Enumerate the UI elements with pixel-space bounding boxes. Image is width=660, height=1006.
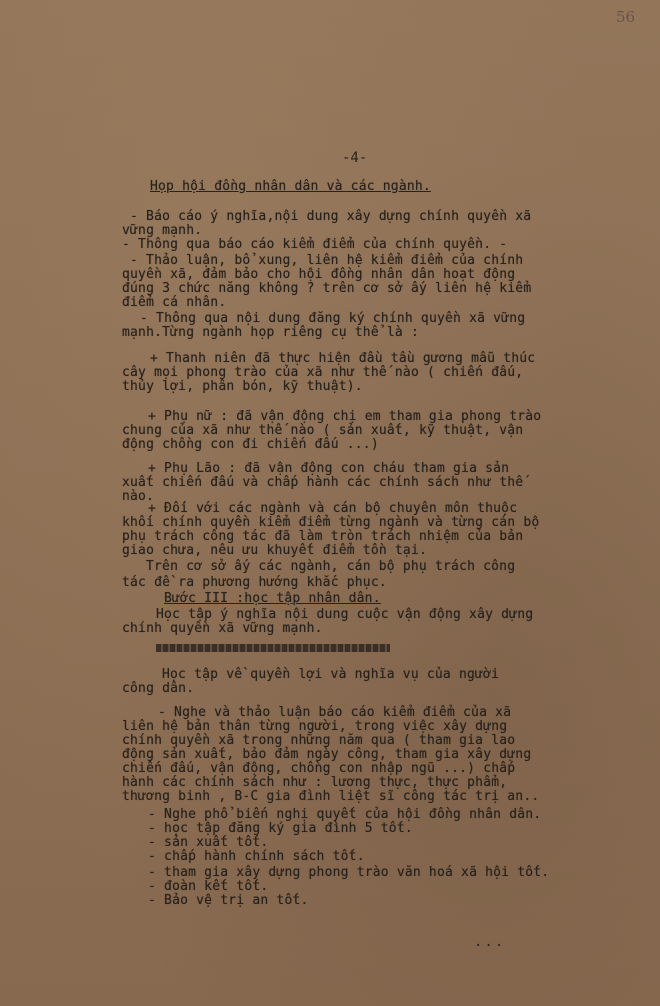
- text-line: + Phụ Lão : đã vận động con cháu tham gia sản: [148, 461, 510, 476]
- document-title: Họp hội đồng nhân dân và các ngành.: [150, 179, 431, 194]
- text-line: giao chưa, nêu ưu khuyết điểm tồn tại.: [122, 543, 428, 558]
- list-item: - học tập đăng ký gia đình 5 tốt.: [148, 821, 413, 836]
- text-line: Học tập về quyền lợi và nghĩa vụ của người: [162, 667, 500, 682]
- text-line: tác đề ra phương hướng khắc phục.: [122, 575, 387, 590]
- text-line: công dân.: [122, 681, 195, 696]
- text-line: động sản xuất, bảo đảm ngày công, tham gia xây dựng: [122, 747, 532, 762]
- text-line: quyền xã, đảm bảo cho hội đồng nhân dân hoạt động: [122, 267, 516, 282]
- text-line: thương binh , B-C gia đình liệt sĩ công tác trị an..: [122, 789, 540, 804]
- text-line: cây mọi phong trào của xã như thế nào ( chiến đấu,: [122, 365, 524, 380]
- text-line: chính quyền xã trong những năm qua ( tham gia lao: [122, 733, 516, 748]
- text-line: liên hệ bản thân từng người, trong việc xây dựng: [122, 719, 508, 734]
- text-line: + Thanh niên đã thực hiện đầu tầu gương mẫu thúc: [150, 351, 536, 366]
- list-item: - Bảo vệ trị an tốt.: [148, 893, 309, 908]
- text-line: - Báo cáo ý nghĩa,nội dung xây dựng chính quyền xã: [130, 209, 532, 224]
- list-item: - Nghe phổ biến nghị quyết của hội đồng nhân dân.: [148, 807, 542, 822]
- text-line: khối chính quyền kiểm điểm từng ngành và từng cán bộ: [122, 515, 540, 530]
- text-line: động chồng con đi chiến đấu ...): [122, 437, 379, 452]
- text-line: - Thông qua báo cáo kiểm điểm của chính quyền. -: [122, 237, 508, 252]
- text-line: + Đối với các ngành và cán bộ chuyên môn thuộc: [148, 501, 518, 516]
- text-line: vững mạnh.: [122, 223, 203, 238]
- list-item: - tham gia xây dựng phong trào văn hoá xã hội tốt.: [148, 865, 550, 880]
- list-item: - sản xuất tốt.: [148, 835, 269, 850]
- text-line: + Phụ nữ : đã vận động chị em tham gia phong trào: [148, 409, 542, 424]
- text-line: mạnh.Từng ngành họp riêng cụ thể là :: [122, 325, 419, 340]
- text-line: chiến đấu, vận động, chồng con nhập ngũ ...) chấp: [122, 761, 516, 776]
- text-line: Học tập ý nghĩa nội dung cuộc vận động xây dựng: [156, 607, 534, 622]
- text-line: đúng 3 chức năng không ? trên cơ sở ấy liên hệ kiểm: [122, 281, 532, 296]
- text-line: hành các chính sách như : lương thực, thực phẩm,: [122, 775, 508, 790]
- list-item: - chấp hành chính sách tốt.: [148, 849, 365, 864]
- text-line: xuất chiến đấu và chấp hành các chính sách như thế: [122, 475, 524, 490]
- list-item: - đoàn kết tốt.: [148, 879, 269, 894]
- text-line: chính quyền xã vững mạnh.: [122, 621, 323, 636]
- text-line: - Thông qua nội dung đăng ký chính quyền xã vững: [140, 311, 526, 326]
- handwritten-page-number: 56: [616, 8, 636, 26]
- text-line: phụ trách công tác đã làm tròn trách nhiệm của bản: [122, 529, 524, 544]
- text-line: thủy lợi, phân bón, kỹ thuật).: [122, 379, 363, 394]
- text-line: Trên cơ sở ấy các ngành, cán bộ phụ trách công: [146, 559, 516, 574]
- struck-out-line: [156, 644, 390, 652]
- text-line: chung của xã như thế nào ( sản xuất, kỹ thuật, vận: [122, 423, 524, 438]
- text-line: điểm cá nhân.: [122, 295, 227, 310]
- page-number: -4-: [342, 150, 368, 166]
- text-line: nào.: [122, 489, 155, 504]
- text-line: - Nghe và thảo luận báo cáo kiểm điểm của xã: [158, 705, 512, 720]
- section-heading: Bước III :học tập nhân dân.: [164, 591, 381, 606]
- text-line: - Thảo luận, bổ xung, liên hệ kiểm điểm của chính: [130, 253, 524, 268]
- ellipsis-mark: ...: [474, 934, 506, 950]
